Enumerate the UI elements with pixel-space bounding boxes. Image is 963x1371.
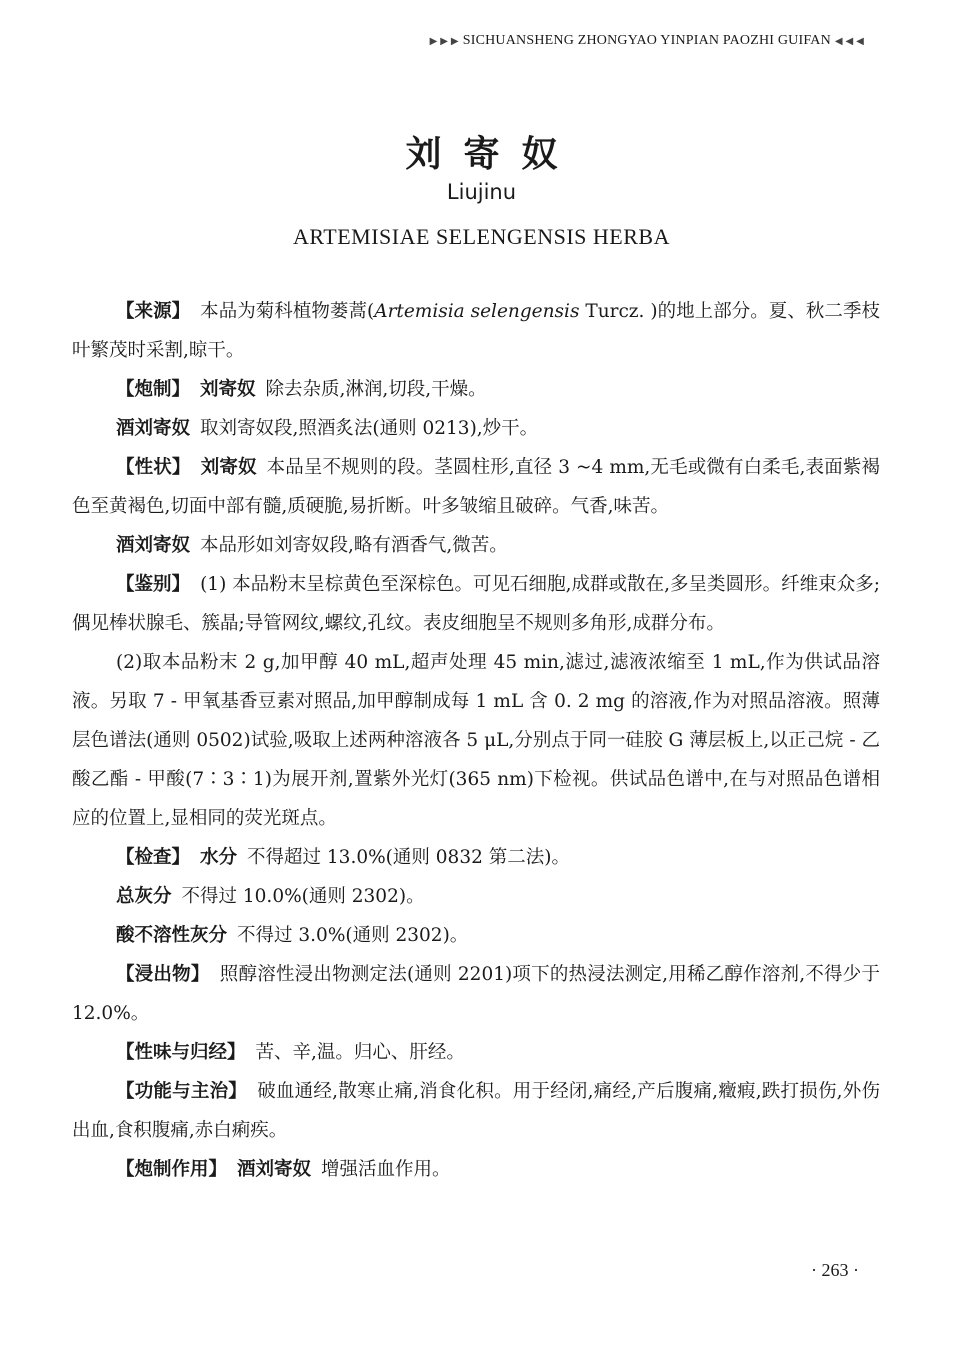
processing-wine-paragraph xyxy=(72,409,880,448)
moisture-text: 不得超过 13.0%(通则 0832 第二法)。 xyxy=(247,847,570,868)
processing-wine-name: 酒刘寄奴 xyxy=(116,418,191,439)
character-paragraph xyxy=(72,448,880,526)
extract-label: 【浸出物】 xyxy=(116,964,210,985)
source-text-post: Turcz. )的地上部分。夏、秋二季枝叶繁茂时采割,晾干。 xyxy=(72,301,880,361)
nature-text: 苦、辛,温。归心、肝经。 xyxy=(255,1042,465,1063)
total-ash-paragraph xyxy=(72,877,880,916)
nature-paragraph xyxy=(72,1033,880,1072)
running-header xyxy=(385,30,865,52)
character-label: 【性状】 xyxy=(116,457,191,478)
character-item-text: 本品呈不规则的段。茎圆柱形,直径 3 ~4 mm,无毛或微有白柔毛,表面紫褐色至黄褐色,切面中部有髓,质硬脆,易折断。叶多皱缩且破碎。气香,味苦。 xyxy=(72,457,880,517)
character-item-name: 刘寄奴 xyxy=(200,457,257,478)
species-name: Artemisia selengensis xyxy=(374,301,580,322)
function-paragraph xyxy=(72,1072,880,1150)
triangle-right-icon: ▶ ▶ ▶ xyxy=(429,35,459,47)
identification-text-2: (2)取本品粉末 2 g,加甲醇 40 mL,超声处理 45 min,滤过,滤液浓缩至 1 mL,作为供试品溶液。另取 7 - 甲氧基香豆素对照品,加甲醇制成每 1 mL 含 0. 2 mg 的溶液,作为对照品溶液。照薄层色谱法(通则 0502)试验,吸取上述两种溶液各 5 μL,分别点于同一硅胶 G 薄层板上,以正己烷 - 乙酸乙酯 - 甲酸(7∶3∶1)为展开剂,置紫外光灯(365 nm)下检视。供试品色谱中,在与对照品色谱相应的位置上,显相同的荧光斑点。 xyxy=(72,652,880,829)
identification-text-1: (1) 本品粉末呈棕黄色至深棕色。可见石细胞,成群或散在,多呈类圆形。纤维束众多;偶见棒状腺毛、簇晶;导管网纹,螺纹,孔纹。表皮细胞呈不规则多角形,成群分布。 xyxy=(72,574,880,634)
monograph-body xyxy=(72,292,880,1189)
running-header-text: SICHUANSHENG ZHONGYAO YINPIAN PAOZHI GUIFAN xyxy=(462,33,831,48)
acid-insoluble-ash-name: 酸不溶性灰分 xyxy=(116,925,228,946)
total-ash-name: 总灰分 xyxy=(116,886,172,907)
acid-insoluble-ash-text: 不得过 3.0%(通则 2302)。 xyxy=(237,925,469,946)
function-label: 【功能与主治】 xyxy=(116,1081,248,1102)
character-wine-name: 酒刘寄奴 xyxy=(116,535,191,556)
extract-paragraph xyxy=(72,955,880,1033)
triangle-left-icon: ◀ ◀ ◀ xyxy=(834,35,864,47)
processing-effect-label: 【炮制作用】 xyxy=(116,1159,228,1180)
source-label: 【来源】 xyxy=(116,301,191,322)
processing-effect-paragraph xyxy=(72,1150,880,1189)
extract-text: 照醇溶性浸出物测定法(通则 2201)项下的热浸法测定,用稀乙醇作溶剂,不得少于 12.0%。 xyxy=(72,964,880,1024)
page-title: 刘寄奴 xyxy=(405,134,580,175)
identification-paragraph-1 xyxy=(72,565,880,643)
latin-title: ARTEMISIAE SELENGENSIS HERBA xyxy=(293,224,670,249)
page-number: · 263 · xyxy=(811,1260,859,1280)
nature-label: 【性味与归经】 xyxy=(116,1042,246,1063)
processing-wine-text: 取刘寄奴段,照酒炙法(通则 0213),炒干。 xyxy=(200,418,539,439)
source-paragraph xyxy=(72,292,880,370)
total-ash-text: 不得过 10.0%(通则 2302)。 xyxy=(181,886,425,907)
moisture-name: 水分 xyxy=(200,847,238,868)
character-wine-text: 本品形如刘寄奴段,略有酒香气,微苦。 xyxy=(200,535,508,556)
acid-insoluble-ash-paragraph xyxy=(72,916,880,955)
processing-effect-item-name: 酒刘寄奴 xyxy=(237,1159,312,1180)
character-wine-paragraph xyxy=(72,526,880,565)
source-text-pre: 本品为菊科植物蒌蒿( xyxy=(200,301,375,322)
pinyin-title: Liujinu xyxy=(446,180,517,204)
processing-effect-text: 增强活血作用。 xyxy=(321,1159,451,1180)
inspection-paragraph xyxy=(72,838,880,877)
identification-label: 【鉴别】 xyxy=(116,574,191,595)
identification-paragraph-2 xyxy=(72,643,880,838)
processing-label: 【炮制】 xyxy=(116,379,191,400)
processing-item-name: 刘寄奴 xyxy=(200,379,256,400)
processing-paragraph xyxy=(72,370,880,409)
inspection-label: 【检查】 xyxy=(116,847,191,868)
function-text: 破血通经,散寒止痛,消食化积。用于经闭,痛经,产后腹痛,癥瘕,跌打损伤,外伤出血,食积腹痛,赤白痢疾。 xyxy=(72,1081,880,1141)
processing-item-text: 除去杂质,淋润,切段,干燥。 xyxy=(265,379,487,400)
